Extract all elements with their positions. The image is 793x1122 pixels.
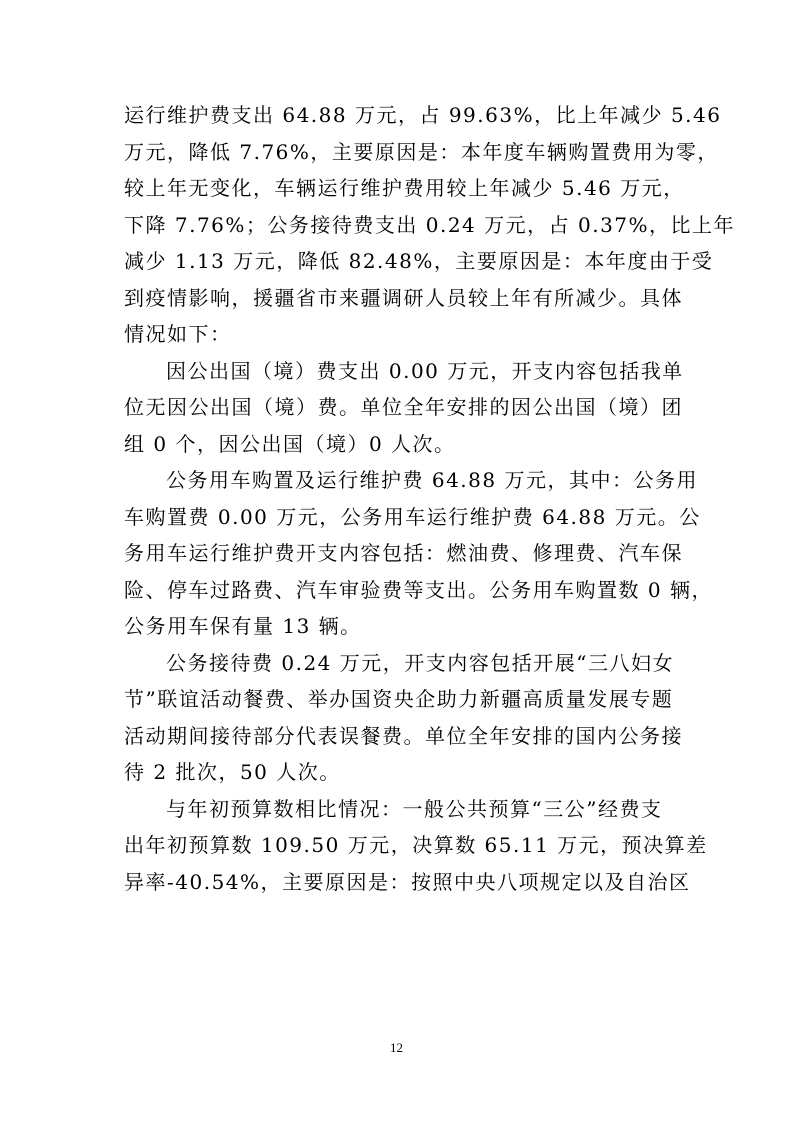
paragraph-start-line: 因公出国（境）费支出 0.00 万元，开支内容包括我单 xyxy=(166,358,684,383)
text-line: 万元，降低 7.76%，主要原因是：本年度车辆购置费用为零， xyxy=(124,139,719,164)
text-line: 异率-40.54%，主要原因是：按照中央八项规定以及自治区 xyxy=(124,869,691,894)
text-line: 情况如下： xyxy=(124,322,232,346)
text-line: 到疫情影响，援疆省市来疆调研人员较上年有所减少。具体 xyxy=(124,285,683,310)
text-line: 出年初预算数 109.50 万元，决算数 65.11 万元，预决算差 xyxy=(124,833,708,857)
text-line: 运行维护费支出 64.88 万元，占 99.63%，比上年减少 5.46 xyxy=(124,103,722,127)
text-line: 位无因公出国（境）费。单位全年安排的因公出国（境）团 xyxy=(124,395,683,419)
paragraph-start-line: 公务用车购置及运行维护费 64.88 万元，其中：公务用 xyxy=(166,468,698,492)
text-line: 较上年无变化，车辆运行维护费用较上年减少 5.46 万元， xyxy=(124,176,685,200)
text-line: 组 0 个，因公出国（境）0 人次。 xyxy=(124,431,456,456)
page-number: 12 xyxy=(390,1040,403,1055)
text-line: 待 2 批次，50 人次。 xyxy=(124,760,341,784)
text-line: 节”联谊活动餐费、举办国资央企助力新疆高质量发展专题 xyxy=(124,687,674,711)
paragraph-start-line: 公务接待费 0.24 万元，开支内容包括开展“三八妇女 xyxy=(166,650,674,675)
body-text xyxy=(124,97,736,900)
text-line: 务用车运行维护费开支内容包括：燃油费、修理费、汽车保 xyxy=(124,541,683,565)
text-line: 减少 1.13 万元，降低 82.48%，主要原因是：本年度由于受 xyxy=(124,249,714,273)
text-line: 车购置费 0.00 万元，公务用车运行维护费 64.88 万元。公 xyxy=(124,504,701,529)
text-line: 险、停车过路费、汽车审验费等支出。公务用车购置数 0 辆， xyxy=(124,577,713,602)
text-line: 下降 7.76%；公务接待费支出 0.24 万元，占 0.37%，比上年 xyxy=(124,212,736,237)
paragraph-start-line: 与年初预算数相比情况：一般公共预算“三公”经费支 xyxy=(166,796,663,821)
text-line: 活动期间接待部分代表误餐费。单位全年安排的国内公务接 xyxy=(124,723,683,748)
text-line: 公务用车保有量 13 辆。 xyxy=(124,614,362,638)
